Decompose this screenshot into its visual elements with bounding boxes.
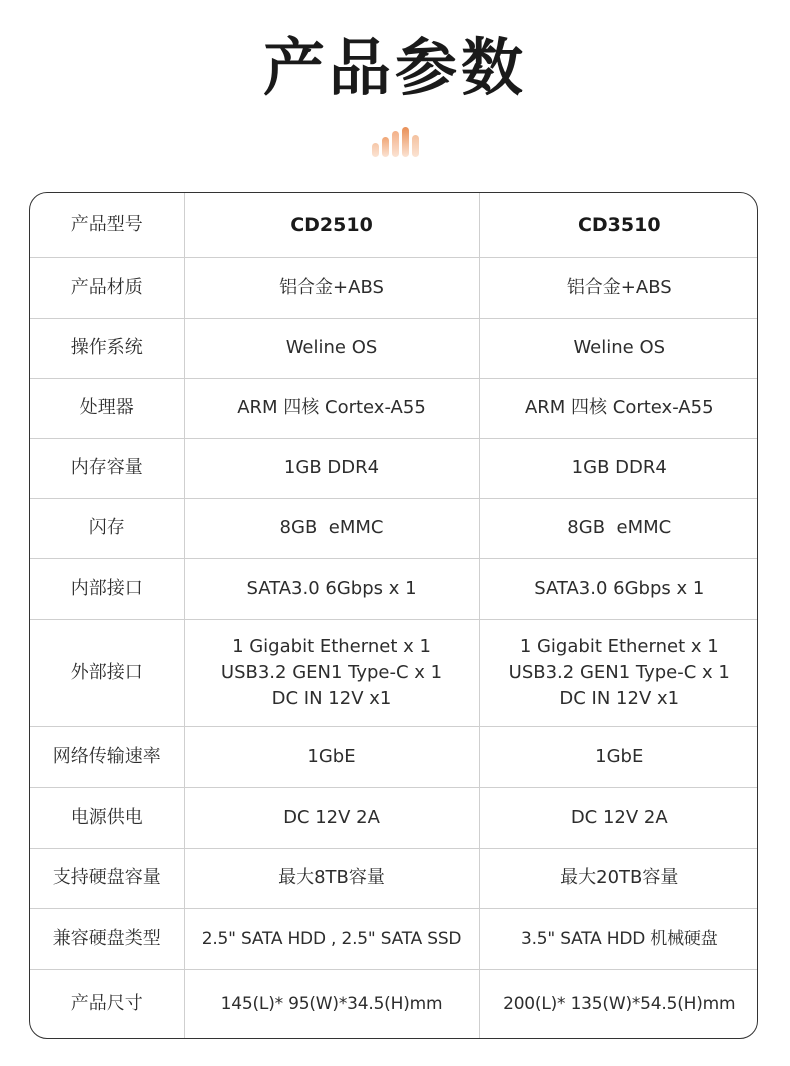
model-cd3510: CD3510 (479, 193, 758, 257)
table-cell: SATA3.0 6Gbps x 1 (479, 558, 758, 619)
decorative-bars-icon (372, 127, 422, 157)
deco-bar (392, 131, 399, 157)
row-label: 产品尺寸 (30, 969, 184, 1038)
row-label: 支持硬盘容量 (30, 848, 184, 908)
table-row-disk-type (30, 908, 758, 969)
row-label: 闪存 (30, 498, 184, 558)
cell-line: USB3.2 GEN1 Type-C x 1 (508, 661, 730, 683)
table-cell (479, 619, 758, 726)
row-label: 处理器 (30, 378, 184, 438)
table-cell (184, 619, 479, 726)
cell-line: 1 Gigabit Ethernet x 1 (519, 635, 719, 657)
deco-bar (402, 127, 409, 157)
table-cell: ARM 四核 Cortex-A55 (479, 378, 758, 438)
table-cell: 最大8TB容量 (184, 848, 479, 908)
row-label: 内存容量 (30, 438, 184, 498)
table-row-external-interface (30, 619, 758, 726)
table-cell: SATA3.0 6Gbps x 1 (184, 558, 479, 619)
row-label: 网络传输速率 (30, 726, 184, 787)
table-row-internal-interface (30, 558, 758, 619)
deco-bar (412, 135, 419, 157)
table-row-cpu (30, 378, 758, 438)
table-cell: 1GbE (184, 726, 479, 787)
cell-line: DC IN 12V x1 (271, 687, 392, 709)
table-cell: 铝合金+ABS (479, 257, 758, 318)
cell-line: DC IN 12V x1 (559, 687, 680, 709)
table-cell: 3.5" SATA HDD 机械硬盘 (479, 908, 758, 969)
table-cell: 8GB eMMC (479, 498, 758, 558)
row-label: 电源供电 (30, 787, 184, 848)
table-row-dimensions (30, 969, 758, 1038)
table-cell: 铝合金+ABS (184, 257, 479, 318)
spec-table (29, 192, 758, 1039)
table-row-memory (30, 438, 758, 498)
table-row-power (30, 787, 758, 848)
deco-bar (372, 143, 379, 157)
table-cell: 2.5" SATA HDD , 2.5" SATA SSD (184, 908, 479, 969)
table-row-disk-capacity (30, 848, 758, 908)
table-cell: 1GB DDR4 (184, 438, 479, 498)
page-title: 产品参数 (262, 31, 527, 104)
table-row-network-speed (30, 726, 758, 787)
table-cell: Weline OS (479, 318, 758, 378)
row-label: 产品材质 (30, 257, 184, 318)
table-row-model (30, 193, 758, 257)
row-label: 产品型号 (30, 193, 184, 257)
cell-line: USB3.2 GEN1 Type-C x 1 (220, 661, 443, 683)
row-label: 内部接口 (30, 558, 184, 619)
cell-line: 1 Gigabit Ethernet x 1 (232, 635, 431, 657)
table-row-material (30, 257, 758, 318)
table-cell: 1GB DDR4 (479, 438, 758, 498)
row-label: 操作系统 (30, 318, 184, 378)
model-cd2510: CD2510 (184, 193, 479, 257)
table-cell: 200(L)* 135(W)*54.5(H)mm (503, 993, 736, 1014)
table-row-os (30, 318, 758, 378)
deco-bar (382, 137, 389, 157)
table-cell: 8GB eMMC (184, 498, 479, 558)
table-cell: DC 12V 2A (184, 787, 479, 848)
table-cell: 145(L)* 95(W)*34.5(H)mm (184, 969, 479, 1038)
table-cell: 1GbE (479, 726, 758, 787)
row-label: 外部接口 (30, 619, 184, 726)
table-cell: Weline OS (184, 318, 479, 378)
row-label: 兼容硬盘类型 (30, 908, 184, 969)
table-cell: ARM 四核 Cortex-A55 (184, 378, 479, 438)
table-row-flash (30, 498, 758, 558)
table-cell: 最大20TB容量 (479, 848, 758, 908)
table-cell: DC 12V 2A (479, 787, 758, 848)
